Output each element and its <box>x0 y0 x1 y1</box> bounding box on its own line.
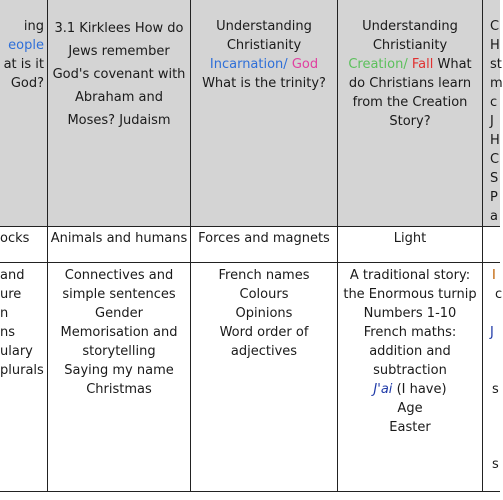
re-col2-line3 <box>193 55 335 74</box>
col-divider-1 <box>47 0 48 492</box>
french-col4-line4: s <box>492 382 499 397</box>
science-cell-col1 <box>48 227 190 262</box>
french-col1-line5: storytelling <box>82 344 156 359</box>
re-col2-line4: What is the trinity? <box>202 76 326 91</box>
re-col4-line1: C <box>490 19 500 34</box>
re-col2-line2: Christianity <box>226 38 302 53</box>
french-col1-line6: Saying my name <box>64 363 174 378</box>
fall-text: Fall <box>411 57 434 72</box>
col-divider-4 <box>482 0 483 492</box>
french-col0-line5: ulary <box>0 344 33 359</box>
re-col1-line5: Moses? Judaism <box>67 113 171 128</box>
french-col2-line1: French names <box>218 268 310 283</box>
re-col3-line3 <box>340 55 480 74</box>
re-col4-line11: a <box>490 209 498 224</box>
french-col0-line3: n <box>0 306 9 321</box>
french-col1-line7: Christmas <box>86 382 152 397</box>
i-have-text: (I have) <box>396 382 447 397</box>
french-cell-col0 <box>0 263 47 500</box>
re-col4-line10: P <box>490 190 498 205</box>
re-col1-line1: 3.1 Kirklees How do <box>54 21 184 36</box>
french-col1-line1: Connectives and <box>64 268 174 283</box>
science-col1-text: Animals and humans <box>50 231 188 246</box>
science-cell-col0 <box>0 227 47 262</box>
incarnation-text: Incarnation/ <box>209 57 288 72</box>
god-text: God <box>291 57 319 72</box>
french-col3-line1: A traditional story: <box>349 268 471 283</box>
re-cell-col3 <box>338 0 482 226</box>
re-col0-line2: eople <box>8 38 44 53</box>
what-text: What <box>437 57 472 72</box>
french-col4-line3: J <box>490 325 494 340</box>
french-col2-line5: adjectives <box>230 344 298 359</box>
col-divider-3 <box>337 0 338 492</box>
french-col0-line2: ure <box>0 287 22 302</box>
re-col4-line6: J <box>490 114 494 129</box>
science-col0-text: ocks <box>0 231 30 246</box>
jai-text: J'ai <box>373 382 393 397</box>
science-col3-text: Light <box>393 231 427 246</box>
french-cell-col1 <box>48 263 190 500</box>
re-col0-line3: at is it <box>3 57 44 72</box>
french-col0-line6: plurals <box>0 363 44 378</box>
re-col4-line5: c <box>490 95 498 110</box>
french-col3-line9: Easter <box>389 420 431 435</box>
row-divider-1 <box>0 226 500 227</box>
french-cell-col2 <box>191 263 337 500</box>
science-col2-text: Forces and magnets <box>198 231 330 246</box>
re-col3-line2: Christianity <box>372 38 448 53</box>
french-col1-line2: simple sentences <box>62 287 176 302</box>
re-col3-line6: Story? <box>389 114 431 129</box>
french-col2-line2: Colours <box>239 287 289 302</box>
french-col3-line6: subtraction <box>373 363 447 378</box>
french-col0-line1: and <box>0 268 25 283</box>
re-col4-line4: m <box>490 76 503 91</box>
french-cell-col4 <box>483 263 503 500</box>
re-col4-line9: S <box>490 171 499 186</box>
re-col3-line1: Understanding <box>362 19 458 34</box>
re-cell-col1 <box>48 0 190 226</box>
french-col2-line3: Opinions <box>235 306 293 321</box>
re-col1-line2: Jews remember <box>68 44 170 59</box>
french-col3-line5: addition and <box>369 344 451 359</box>
re-col4-line7: H <box>490 133 500 148</box>
row-divider-2 <box>0 262 500 263</box>
re-col1-line4: Abraham and <box>75 90 163 105</box>
re-col3-line5: from the Creation <box>352 95 468 110</box>
re-cell-col4 <box>483 0 503 226</box>
science-cell-col2 <box>191 227 337 262</box>
re-col4-line2: H <box>490 38 500 53</box>
french-col4-line2: c <box>495 287 503 302</box>
re-cell-col0 <box>0 0 47 226</box>
re-col0-line1: ing <box>23 19 44 34</box>
creation-text: Creation/ <box>348 57 408 72</box>
re-col4-line8: C <box>490 152 500 167</box>
row-divider-3 <box>0 491 500 492</box>
french-col3-line8: Age <box>397 401 423 416</box>
french-col3-line7 <box>338 380 482 399</box>
french-col2-line4: Word order of <box>219 325 309 340</box>
re-col2-line1: Understanding <box>216 19 312 34</box>
french-col3-line4: French maths: <box>363 325 457 340</box>
science-cell-col3 <box>338 227 482 262</box>
french-col4-line1: I <box>492 268 496 283</box>
re-col0-line4: God? <box>10 76 44 91</box>
french-col1-line4: Memorisation and <box>60 325 178 340</box>
french-col4-line5: s <box>492 457 499 472</box>
re-col4-line3: st <box>490 57 502 72</box>
french-col3-line2: the Enormous turnip <box>343 287 477 302</box>
french-col0-line4: ns <box>0 325 16 340</box>
french-col1-line3: Gender <box>95 306 143 321</box>
french-col3-line3: Numbers 1-10 <box>363 306 457 321</box>
re-cell-col2 <box>191 0 337 226</box>
re-col3-line4: do Christians learn <box>348 76 472 91</box>
french-cell-col3 <box>338 263 482 500</box>
re-col1-line3: God's covenant with <box>52 67 186 82</box>
col-divider-2 <box>190 0 191 492</box>
